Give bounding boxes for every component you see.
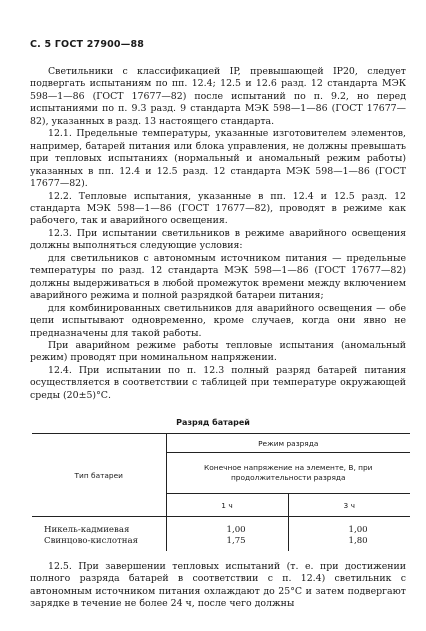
table-title: Разряд батарей [176, 418, 250, 427]
paragraph-12-4: 12.4. При испытании по п. 12.3 полный разряд батарей питания осуществляется в соответствии с таблицей при температуре окружающей среды (20±5)°С. [30, 364, 406, 401]
column-header-final-voltage: Конечное напряжение на элементе, В, при продолжительности разряда [166, 453, 410, 494]
row-value-1h: 1,00 [166, 517, 288, 537]
row-type-lead-acid: Свинцово-кислотная [44, 536, 139, 546]
table-row [32, 517, 410, 537]
paragraph-12-2: 12.2. Тепловые испытания, указанные в пп. 12.4 и 12.5 разд. 12 стандарта МЭК 598—1—86 (ГОСТ 17677—82), проводят в режиме как рабочего, так и аварийного освещения. [30, 190, 406, 227]
page-header: С. 5 ГОСТ 27900—88 [30, 39, 145, 50]
paragraph-12-5: 12.5. При завершении тепловых испытаний (т. е. при достижении полного разряда батарей в соответствии с п. 12.4) светильник с автономным источником питания охлаждают до 25°С и затем подвергают зарядке в течение не более 24 ч, после чего должны [30, 561, 406, 610]
paragraph-emergency-mode: При аварийном режиме работы тепловые испытания (аномальный режим) проводят при номинальном напряжении. [30, 339, 406, 364]
paragraph-ip-classification: Светильники с классификацией IP, превышающей IP20, следует подвергать испытаниям по пп. 12.4; 12.5 и 12.6 разд. 12 стандарта МЭК 598—1—86 (ГОСТ 17677—82) после испытаний по п. 9.2, но перед испытаниями по п. 9.3 разд. 9 стандарта МЭК 598—1—86 (ГОСТ 17677—82), указанных в разд. 13 настоящего стандарта. [30, 66, 406, 127]
row-value-1h: 1,75 [166, 536, 288, 551]
paragraph-12-3: 12.3. При испытании светильников в режиме аварийного освещения должны выполняться следующие условия: [30, 227, 406, 252]
row-type-nickel-cadmium: Никель-кадмиевая [44, 525, 130, 535]
column-header-1h: 1 ч [166, 494, 288, 517]
paragraph-combined: для комбинированных светильников для аварийного освещения — обе цепи испытывают одновременно, кроме случаев, когда они явно не предназначены для такой работы. [30, 302, 406, 339]
column-header-3h: 3 ч [288, 494, 410, 517]
body-text [30, 66, 406, 402]
row-value-3h: 1,00 [288, 517, 410, 537]
paragraph-12-1: 12.1. Предельные температуры, указанные изготовителем элементов, например, батарей питания или блока управления, не должны превышать при тепловых испытаниях (нормальный и аномальный режим работы) указанных в пп. 12.4 и 12.5 разд. 12 стандарта МЭК 598—1—86 (ГОСТ 17677—82). [30, 128, 406, 190]
paragraph-autonomous: для светильников с автономным источником питания — предельные температуры по разд. 12 стандарта МЭК 598—1—86 (ГОСТ 17677—82) должны выдерживаться в любой промежуток времени между включением аварийного режима и полной разрядкой батареи питания; [30, 252, 406, 302]
column-header-discharge-mode: Режим разряда [166, 434, 410, 453]
column-header-battery-type: Тип батареи [32, 434, 166, 517]
battery-discharge-table [32, 433, 410, 551]
table-row [32, 536, 410, 551]
row-value-3h: 1,80 [288, 536, 410, 551]
body-text-continued [30, 561, 406, 611]
